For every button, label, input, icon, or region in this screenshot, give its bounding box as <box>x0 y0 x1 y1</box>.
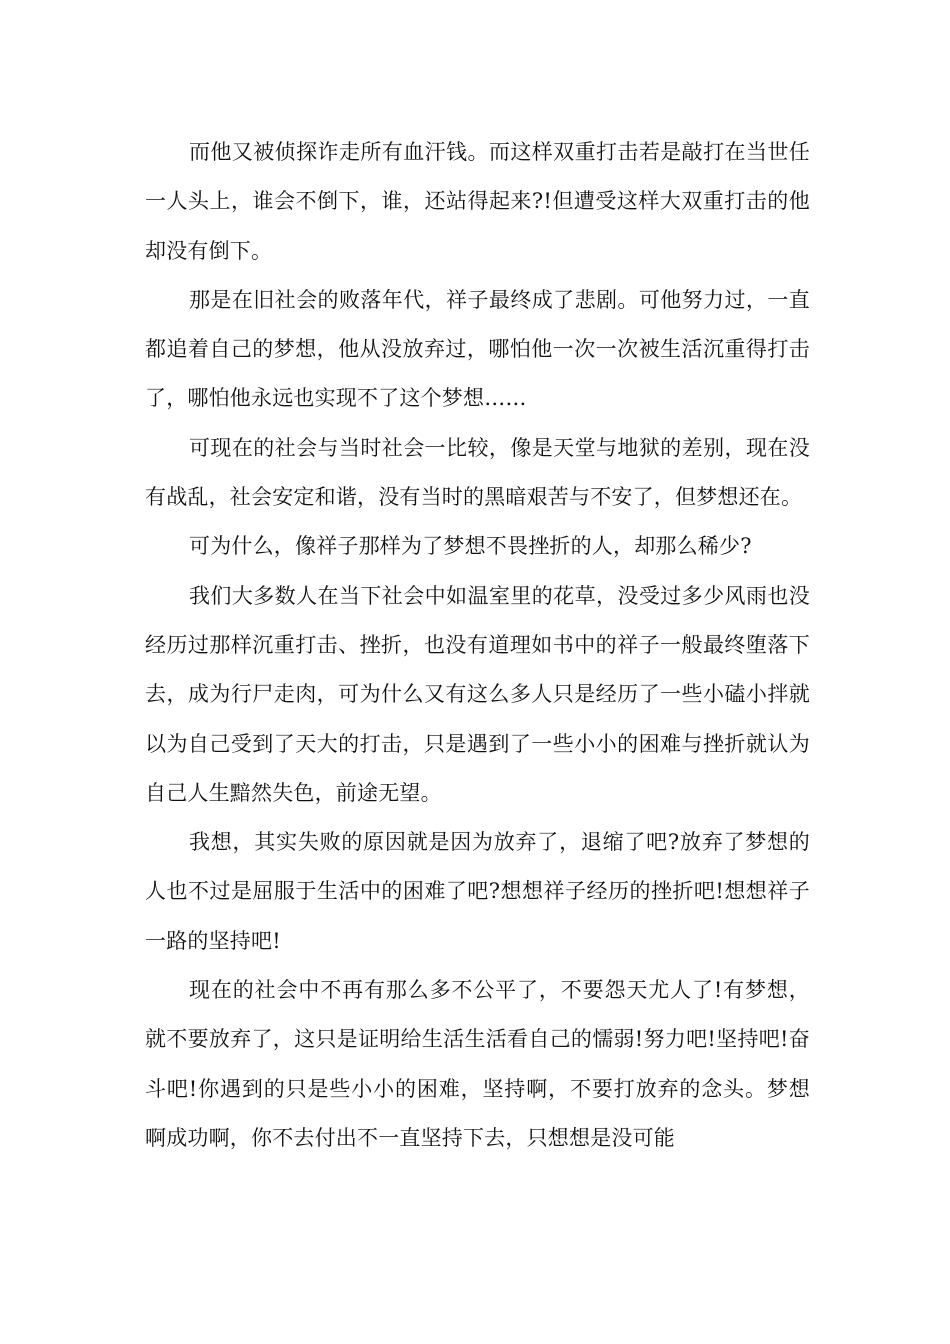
paragraph-5: 我们大多数人在当下社会中如温室里的花草，没受过多少风雨也没经历过那样沉重打击、挫折，也没有道理如书中的祥子一般最终堕落下去，成为行尸走肉，可为什么又有这么多人只是经历了一些小磕小拌就以为自己受到了天大的打击，只是遇到了一些小小的困难与挫折就认为自己人生黯然失色，前途无望。 <box>145 583 810 805</box>
paragraph-3: 可现在的社会与当时社会一比较，像是天堂与地狱的差别，现在没有战乱，社会安定和谐，没有当时的黑暗艰苦与不安了，但梦想还在。 <box>145 435 810 510</box>
paragraph-7: 现在的社会中不再有那么多不公平了，不要怨天尤人了!有梦想，就不要放弃了，这只是证明给生活生活看自己的懦弱!努力吧!坚持吧!奋斗吧!你遇到的只是些小小的困难，坚持啊，不要打放弃的念头。梦想啊成功啊，你不去付出不一直坚持下去，只想想是没可能 <box>145 978 810 1150</box>
paragraph-4: 可为什么，像祥子那样为了梦想不畏挫折的人，却那么稀少? <box>189 534 752 559</box>
paragraph-2: 那是在旧社会的败落年代，祥子最终成了悲剧。可他努力过，一直都追着自己的梦想，他从没放弃过，哪怕他一次一次被生活沉重得打击了，哪怕他永远也实现不了这个梦想…… <box>145 287 810 411</box>
document-body <box>145 128 810 1163</box>
paragraph-6: 我想，其实失败的原因就是因为放弃了，退缩了吧?放弃了梦想的人也不过是屈服于生活中的困难了吧?想想祥子经历的挫折吧!想想祥子一路的坚持吧! <box>145 830 810 953</box>
paragraph-1: 而他又被侦探诈走所有血汗钱。而这样双重打击若是敲打在当世任一人头上，谁会不倒下，谁，还站得起来?!但遭受这样大双重打击的他却没有倒下。 <box>145 140 810 263</box>
